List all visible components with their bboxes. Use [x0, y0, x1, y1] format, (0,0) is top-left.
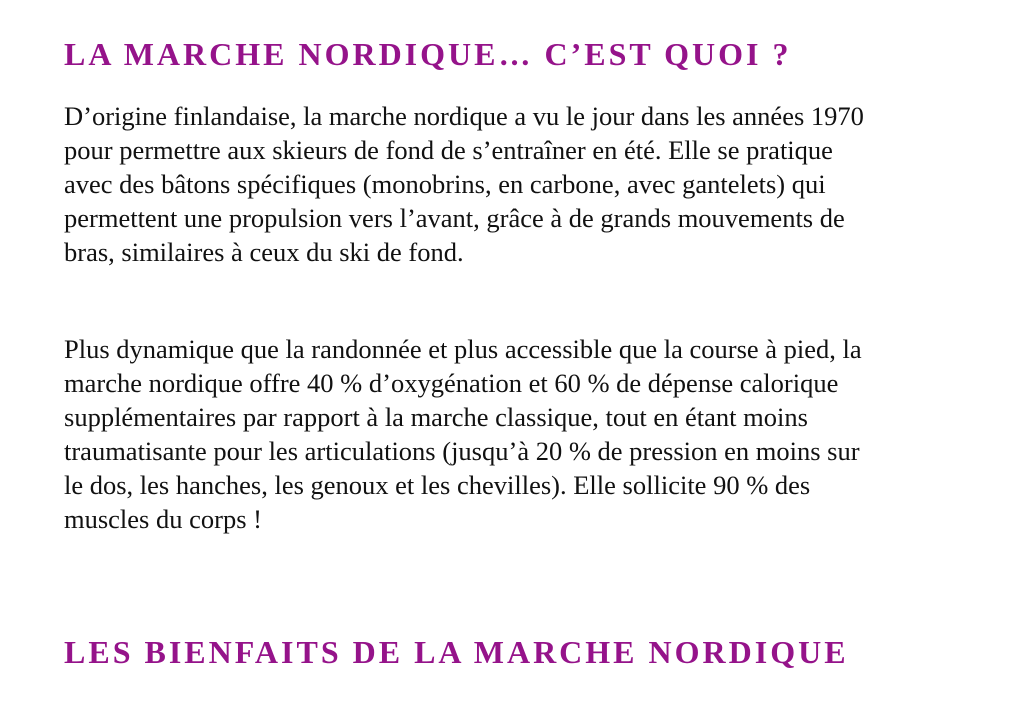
paragraph-line: avec des bâtons spécifiques (monobrins, en carbone, avec gantelets) qui	[64, 169, 826, 199]
paragraph-origin	[64, 99, 984, 269]
paragraph-benefits-stats	[64, 332, 984, 536]
section-heading-what-is-it: LA MARCHE NORDIQUE… C’EST QUOI ?	[64, 36, 792, 72]
paragraph-line: Plus dynamique que la randonnée et plus accessible que la course à pied, la	[64, 334, 862, 364]
paragraph-line: bras, similaires à ceux du ski de fond.	[64, 237, 464, 267]
paragraph-line: traumatisante pour les articulations (jusqu’à 20 % de pression en moins sur	[64, 436, 860, 466]
paragraph-line: supplémentaires par rapport à la marche classique, tout en étant moins	[64, 402, 808, 432]
paragraph-line: marche nordique offre 40 % d’oxygénation et 60 % de dépense calorique	[64, 368, 839, 398]
paragraph-line: pour permettre aux skieurs de fond de s’entraîner en été. Elle se pratique	[64, 135, 833, 165]
paragraph-line: D’origine finlandaise, la marche nordique a vu le jour dans les années 1970	[64, 101, 864, 131]
paragraph-line: muscles du corps !	[64, 504, 262, 534]
paragraph-line: le dos, les hanches, les genoux et les chevilles). Elle sollicite 90 % des	[64, 470, 811, 500]
section-heading-benefits: LES BIENFAITS DE LA MARCHE NORDIQUE	[64, 634, 849, 670]
paragraph-line: permettent une propulsion vers l’avant, grâce à de grands mouvements de	[64, 203, 845, 233]
